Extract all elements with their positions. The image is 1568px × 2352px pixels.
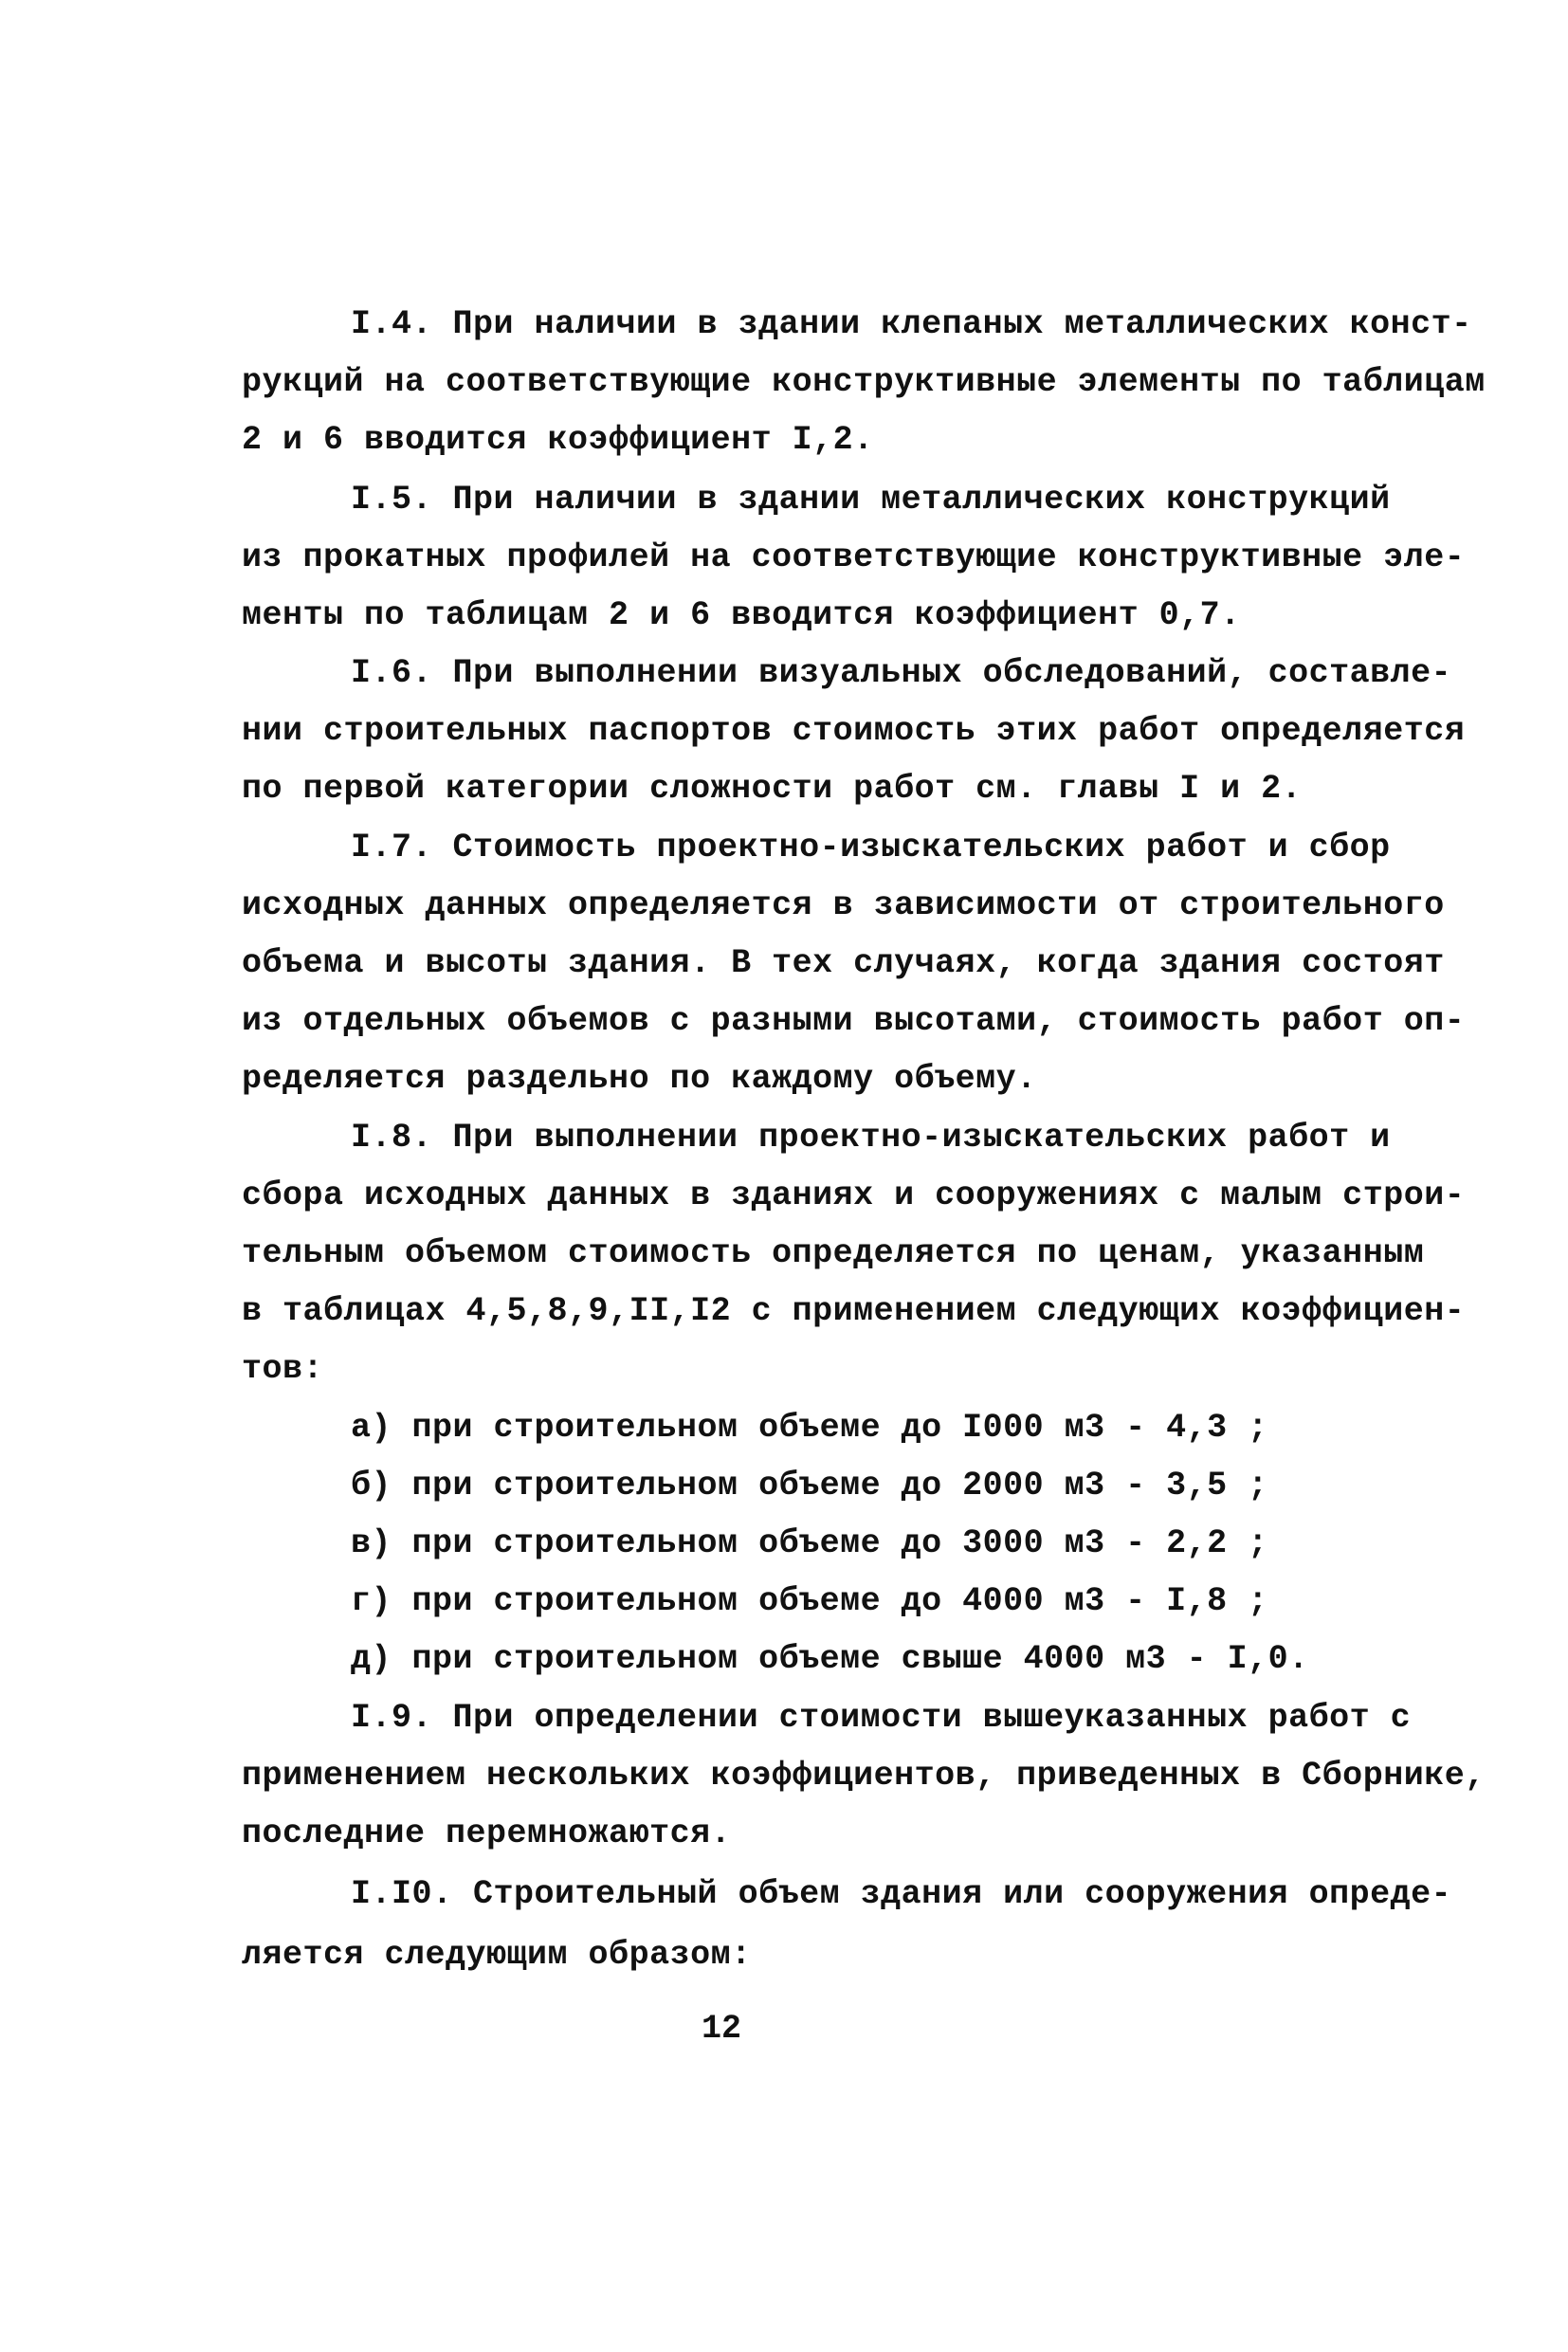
paragraph-1-9-line-3: последние перемножаются. <box>242 1814 732 1852</box>
paragraph-1-7-line-4: из отдельных объемов с разными высотами, стоимость работ оп- <box>242 1002 1466 1040</box>
paragraph-1-10-line-2: ляется следующим образом: <box>242 1936 752 1974</box>
paragraph-1-5-line-2: из прокатных профилей на соответствующие конструктивные эле- <box>242 538 1466 576</box>
page-number: 12 <box>702 2010 742 2048</box>
coefficient-item-v: в) при строительном объеме до 3000 м3 - 2,2 ; <box>351 1524 1268 1562</box>
paragraph-1-7-line-2: исходных данных определяется в зависимости от строительного <box>242 886 1445 924</box>
paragraph-1-7-line-3: объема и высоты здания. В тех случаях, когда здания состоят <box>242 944 1445 982</box>
paragraph-1-8-line-5: тов: <box>242 1350 324 1388</box>
coefficient-item-d: д) при строительном объеме свыше 4000 м3 - I,0. <box>351 1640 1309 1678</box>
paragraph-1-4-line-3: 2 и 6 вводится коэффициент I,2. <box>242 421 874 459</box>
paragraph-1-7-line-1: I.7. Стоимость проектно-изыскательских работ и сбор <box>351 829 1391 866</box>
coefficient-item-g: г) при строительном объеме до 4000 м3 - I,8 ; <box>351 1582 1268 1620</box>
paragraph-1-6-line-2: нии строительных паспортов стоимость этих работ определяется <box>242 712 1466 750</box>
paragraph-1-6-line-3: по первой категории сложности работ см. главы I и 2. <box>242 770 1303 808</box>
paragraph-1-10-line-1: I.I0. Строительный объем здания или сооружения опреде- <box>351 1875 1452 1913</box>
paragraph-1-4-line-1: I.4. При наличии в здании клепаных металлических конст- <box>351 305 1472 343</box>
coefficient-item-b: б) при строительном объеме до 2000 м3 - 3,5 ; <box>351 1467 1268 1504</box>
paragraph-1-9-line-2: применением нескольких коэффициентов, приведенных в Сборнике, <box>242 1757 1486 1795</box>
paragraph-1-5-line-1: I.5. При наличии в здании металлических конструкций <box>351 481 1391 519</box>
paragraph-1-4-line-2: рукций на соответствующие конструктивные элементы по таблицам <box>242 363 1486 401</box>
paragraph-1-6-line-1: I.6. При выполнении визуальных обследований, составле- <box>351 654 1452 692</box>
coefficient-item-a: а) при строительном объеме до I000 м3 - 4,3 ; <box>351 1409 1268 1447</box>
paragraph-1-9-line-1: I.9. При определении стоимости вышеуказанных работ с <box>351 1699 1412 1737</box>
paragraph-1-8-line-4: в таблицах 4,5,8,9,II,I2 с применением следующих коэффициен- <box>242 1292 1466 1330</box>
paragraph-1-8-line-1: I.8. При выполнении проектно-изыскательских работ и <box>351 1119 1391 1157</box>
paragraph-1-5-line-3: менты по таблицам 2 и 6 вводится коэффициент 0,7. <box>242 596 1241 634</box>
paragraph-1-7-line-5: ределяется раздельно по каждому объему. <box>242 1060 1037 1098</box>
paragraph-1-8-line-2: сбора исходных данных в зданиях и сооружениях с малым строи- <box>242 1176 1466 1214</box>
paragraph-1-8-line-3: тельным объемом стоимость определяется по ценам, указанным <box>242 1234 1425 1272</box>
